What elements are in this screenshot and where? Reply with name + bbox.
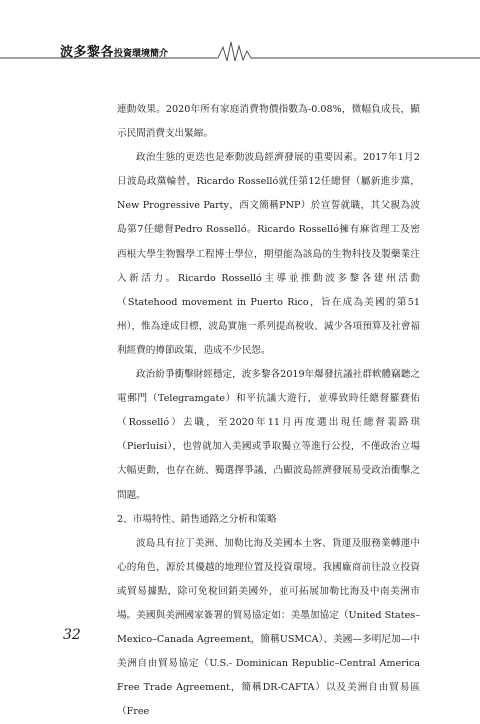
section-heading: 2、市場特性、銷售通路之分析和策略 [117,513,277,525]
page-number: 32 [63,627,81,643]
paragraph: 連動效果。2020年所有家庭消費物價指數為-0.08%，微幅負成長，顯示民間消費支出緊縮。 [117,104,420,140]
header-title [60,41,168,60]
header-title-sub: 投資環境簡介 [114,49,169,59]
header-title-main: 波多黎各 [60,45,115,60]
paragraph: 政治生態的更迭也是牽動波島經濟發展的重要因素。2017年1月2日波島政黨輪替，Ricardo Rosselló就任第12任總督（屬新進步黨，New Progressive Party，西文簡稱PNP）於宣誓就職，其父親為波島第7任總督Pedro Rosselló。Ricardo Rosselló擁有麻省理工及密西根大學生物醫學工程博士學位，期望能為該島的生物科技及製藥業注入新活力。Ricardo Rosselló主導並推動波多黎各建州活動（Statehood movement in Puerto Rico，旨在成為美國的第51州），惟為達成目標，波島實施一系列提高稅收、減少各項預算及社會福利經費的撙節政策，造成不少民怨。 [117,152,420,356]
page-body [117,98,420,724]
paragraph: 波島具有拉丁美洲、加勒比海及美國本土客、貨運及服務業轉運中心的角色，源於其優越的地理位置及投資環境。我國廠商前往設立投資或貿易據點，除可免稅回銷美國外，並可拓展加勒比海及中南美洲市場。美國與美洲國家簽署的貿易協定如：美墨加協定（United States–Mexico–Canada Agreement，簡稱USMCA）、美國—多明尼加—中美洲自由貿易協定（U.S.- Dominican Republic–Central America Free Trade Agreement，簡稱DR-CAFTA）以及美洲自由貿易區（Free [117,537,420,718]
running-header [0,38,480,62]
paragraph: 政治紛爭衝擊財經穩定，波多黎各2019年爆發抗議社群軟體竊聽之電郵門（Telegramgate）和平抗議大遊行，並導致時任總督羅賽佑（Rosselló）去職，至2020年11月再度選出現任總督裴路琪（Pierluisi），也曾就加入美國或爭取獨立等進行公投，不僅政治立場大幅更動，也存在統、獨選擇爭議，凸顯波島經濟發展易受政治衝擊之問題。 [117,369,420,501]
